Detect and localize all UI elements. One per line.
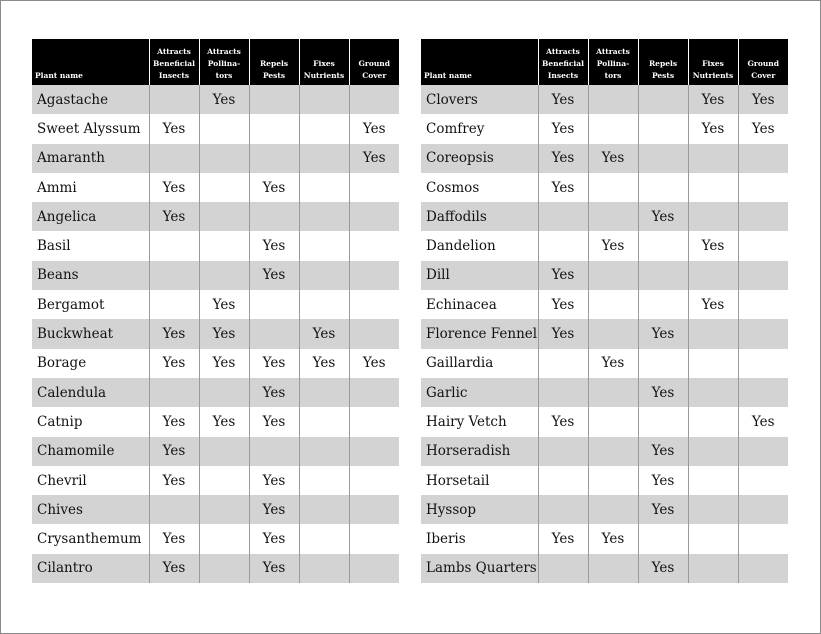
column-header-label: Attracts Beneficial Insects [542, 47, 584, 80]
cell-beneficial: Yes [149, 407, 199, 436]
table-row [32, 114, 399, 143]
column-header-label: Attracts Pollina- tors [207, 47, 241, 80]
cell-repels [249, 202, 299, 231]
cell-repels: Yes [249, 349, 299, 378]
cell-nutrients [299, 114, 349, 143]
cell-ground [738, 202, 788, 231]
table-row [32, 290, 399, 319]
cell-pollinators [199, 466, 249, 495]
cell-ground [349, 319, 399, 348]
cell-beneficial: Yes [149, 349, 199, 378]
plant-name-cell: Buckwheat [32, 319, 149, 348]
plant-name-cell: Lambs Quarters [421, 554, 538, 583]
table-row [421, 319, 788, 348]
cell-beneficial: Yes [149, 319, 199, 348]
table-row [32, 349, 399, 378]
cell-pollinators [588, 261, 638, 290]
cell-repels: Yes [249, 554, 299, 583]
column-header-pollinators [588, 39, 638, 85]
table-row [421, 495, 788, 524]
cell-pollinators [199, 261, 249, 290]
cell-repels [638, 85, 688, 114]
plant-name-cell: Iberis [421, 524, 538, 553]
column-header-repels [638, 39, 688, 85]
cell-repels: Yes [249, 466, 299, 495]
cell-repels [638, 114, 688, 143]
cell-nutrients [299, 173, 349, 202]
cell-ground [738, 554, 788, 583]
table-header-row [32, 39, 399, 85]
cell-pollinators [588, 466, 638, 495]
table-row [32, 85, 399, 114]
cell-ground: Yes [738, 407, 788, 436]
cell-nutrients [299, 437, 349, 466]
column-header-repels [249, 39, 299, 85]
plant-name-cell: Catnip [32, 407, 149, 436]
cell-nutrients [688, 554, 738, 583]
cell-pollinators: Yes [588, 144, 638, 173]
cell-nutrients [299, 144, 349, 173]
cell-repels [249, 319, 299, 348]
column-header-ground [349, 39, 399, 85]
cell-pollinators [588, 319, 638, 348]
cell-ground [738, 466, 788, 495]
plant-name-cell: Echinacea [421, 290, 538, 319]
cell-beneficial [538, 554, 588, 583]
plant-name-cell: Borage [32, 349, 149, 378]
cell-pollinators [588, 114, 638, 143]
cell-repels [638, 407, 688, 436]
plant-name-cell: Sweet Alyssum [32, 114, 149, 143]
cell-ground [349, 261, 399, 290]
cell-pollinators: Yes [588, 524, 638, 553]
table-row [421, 290, 788, 319]
cell-repels [638, 173, 688, 202]
cell-nutrients [688, 437, 738, 466]
cell-beneficial: Yes [149, 173, 199, 202]
cell-beneficial: Yes [538, 407, 588, 436]
plant-name-cell: Florence Fennel [421, 319, 538, 348]
table-row [421, 144, 788, 173]
cell-ground [349, 378, 399, 407]
cell-repels: Yes [638, 319, 688, 348]
cell-ground: Yes [349, 349, 399, 378]
column-header-label: Fixes Nutrients [303, 59, 345, 80]
cell-beneficial [149, 378, 199, 407]
table-row [421, 378, 788, 407]
cell-nutrients [299, 466, 349, 495]
cell-repels [249, 85, 299, 114]
cell-beneficial: Yes [538, 173, 588, 202]
cell-nutrients [299, 554, 349, 583]
cell-nutrients [688, 495, 738, 524]
cell-ground [349, 554, 399, 583]
table-row [32, 319, 399, 348]
cell-pollinators: Yes [199, 407, 249, 436]
column-header-label: Plant name [424, 71, 472, 80]
cell-ground [738, 290, 788, 319]
plant-name-cell: Horsetail [421, 466, 538, 495]
cell-nutrients: Yes [299, 349, 349, 378]
column-header-label: Repels Pests [259, 59, 289, 80]
cell-nutrients [688, 261, 738, 290]
plant-name-cell: Chevril [32, 466, 149, 495]
cell-nutrients [299, 524, 349, 553]
cell-repels: Yes [638, 466, 688, 495]
column-header-nutrients [299, 39, 349, 85]
cell-beneficial [538, 202, 588, 231]
cell-beneficial [149, 495, 199, 524]
cell-repels: Yes [638, 378, 688, 407]
cell-repels [638, 524, 688, 553]
plant-name-cell: Chives [32, 495, 149, 524]
cell-ground [349, 495, 399, 524]
cell-ground [349, 466, 399, 495]
column-header-label: Fixes Nutrients [692, 59, 734, 80]
table-row [32, 495, 399, 524]
cell-ground: Yes [349, 144, 399, 173]
column-header-name [421, 39, 538, 85]
cell-nutrients [688, 407, 738, 436]
cell-ground [738, 378, 788, 407]
cell-nutrients [299, 85, 349, 114]
table-row [421, 466, 788, 495]
table-body [421, 85, 788, 583]
cell-pollinators: Yes [199, 349, 249, 378]
cell-beneficial [538, 378, 588, 407]
cell-ground [349, 231, 399, 260]
cell-repels: Yes [249, 495, 299, 524]
cell-ground: Yes [738, 114, 788, 143]
table-row [421, 407, 788, 436]
plant-name-cell: Comfrey [421, 114, 538, 143]
cell-ground [349, 85, 399, 114]
plant-name-cell: Angelica [32, 202, 149, 231]
column-header-label: Plant name [35, 71, 83, 80]
cell-nutrients: Yes [299, 319, 349, 348]
column-header-label: Attracts Pollina- tors [596, 47, 630, 80]
table-row [32, 173, 399, 202]
plant-name-cell: Daffodils [421, 202, 538, 231]
plant-name-cell: Gaillardia [421, 349, 538, 378]
cell-repels [638, 290, 688, 319]
plant-name-cell: Crysanthemum [32, 524, 149, 553]
cell-repels: Yes [249, 173, 299, 202]
table-row [32, 261, 399, 290]
plant-name-cell: Calendula [32, 378, 149, 407]
cell-beneficial: Yes [149, 202, 199, 231]
plant-name-cell: Hairy Vetch [421, 407, 538, 436]
cell-pollinators [199, 524, 249, 553]
plant-name-cell: Amaranth [32, 144, 149, 173]
cell-ground [738, 231, 788, 260]
cell-nutrients [688, 349, 738, 378]
cell-repels: Yes [638, 437, 688, 466]
cell-repels [249, 437, 299, 466]
cell-repels: Yes [249, 524, 299, 553]
cell-ground [738, 261, 788, 290]
table-row [421, 85, 788, 114]
cell-nutrients [688, 378, 738, 407]
cell-ground [738, 173, 788, 202]
column-header-ground [738, 39, 788, 85]
cell-pollinators: Yes [199, 290, 249, 319]
table-row [32, 231, 399, 260]
table-row [32, 144, 399, 173]
cell-repels [249, 144, 299, 173]
cell-pollinators: Yes [588, 349, 638, 378]
cell-beneficial [538, 466, 588, 495]
cell-ground [349, 407, 399, 436]
table-row [32, 554, 399, 583]
cell-repels [638, 261, 688, 290]
cell-nutrients [299, 495, 349, 524]
table-row [421, 437, 788, 466]
column-header-label: Attracts Beneficial Insects [153, 47, 195, 80]
cell-pollinators [199, 144, 249, 173]
cell-beneficial: Yes [538, 319, 588, 348]
cell-pollinators [588, 290, 638, 319]
cell-repels: Yes [638, 495, 688, 524]
cell-beneficial [149, 261, 199, 290]
cell-pollinators: Yes [588, 231, 638, 260]
cell-repels: Yes [249, 231, 299, 260]
column-header-name [32, 39, 149, 85]
plant-name-cell: Chamomile [32, 437, 149, 466]
table-row [421, 349, 788, 378]
cell-beneficial: Yes [538, 290, 588, 319]
column-header-label: Ground Cover [358, 59, 390, 80]
cell-nutrients [299, 378, 349, 407]
cell-beneficial [538, 231, 588, 260]
plant-name-cell: Coreopsis [421, 144, 538, 173]
cell-ground [349, 173, 399, 202]
cell-repels: Yes [249, 261, 299, 290]
cell-ground [738, 524, 788, 553]
plant-name-cell: Garlic [421, 378, 538, 407]
cell-pollinators [199, 437, 249, 466]
plant-name-cell: Hyssop [421, 495, 538, 524]
table-row [32, 524, 399, 553]
cell-nutrients: Yes [688, 231, 738, 260]
cell-ground [738, 319, 788, 348]
table-row [421, 202, 788, 231]
plant-name-cell: Beans [32, 261, 149, 290]
cell-ground [349, 202, 399, 231]
companion-table-right [421, 39, 788, 583]
cell-nutrients [688, 173, 738, 202]
cell-ground [738, 437, 788, 466]
plant-name-cell: Cosmos [421, 173, 538, 202]
cell-ground [349, 524, 399, 553]
cell-pollinators: Yes [199, 85, 249, 114]
table-row [421, 524, 788, 553]
cell-ground [738, 349, 788, 378]
cell-pollinators [588, 202, 638, 231]
cell-nutrients [688, 466, 738, 495]
column-header-nutrients [688, 39, 738, 85]
cell-repels: Yes [638, 554, 688, 583]
cell-nutrients [688, 524, 738, 553]
cell-nutrients [299, 407, 349, 436]
cell-ground: Yes [738, 85, 788, 114]
cell-pollinators [199, 173, 249, 202]
cell-pollinators [588, 173, 638, 202]
table-row [32, 378, 399, 407]
plant-name-cell: Clovers [421, 85, 538, 114]
cell-repels [638, 144, 688, 173]
cell-pollinators [199, 231, 249, 260]
plant-name-cell: Cilantro [32, 554, 149, 583]
cell-repels [638, 349, 688, 378]
plant-name-cell: Ammi [32, 173, 149, 202]
plant-name-cell: Agastache [32, 85, 149, 114]
cell-nutrients: Yes [688, 114, 738, 143]
cell-beneficial: Yes [149, 524, 199, 553]
table-row [32, 407, 399, 436]
cell-beneficial: Yes [149, 437, 199, 466]
cell-nutrients [299, 261, 349, 290]
cell-repels [638, 231, 688, 260]
cell-pollinators [199, 554, 249, 583]
cell-pollinators [199, 495, 249, 524]
plant-name-cell: Basil [32, 231, 149, 260]
cell-beneficial [538, 495, 588, 524]
cell-ground [738, 495, 788, 524]
cell-beneficial: Yes [538, 261, 588, 290]
cell-pollinators [199, 378, 249, 407]
cell-beneficial [538, 437, 588, 466]
cell-ground: Yes [349, 114, 399, 143]
cell-repels [249, 290, 299, 319]
cell-nutrients [299, 290, 349, 319]
cell-pollinators [588, 85, 638, 114]
plant-name-cell: Bergamot [32, 290, 149, 319]
cell-pollinators [199, 202, 249, 231]
table-row [32, 202, 399, 231]
cell-repels: Yes [638, 202, 688, 231]
cell-beneficial: Yes [538, 144, 588, 173]
cell-ground [738, 144, 788, 173]
cell-pollinators: Yes [199, 319, 249, 348]
cell-beneficial [538, 349, 588, 378]
cell-beneficial: Yes [538, 524, 588, 553]
table-row [32, 437, 399, 466]
table-header-row [421, 39, 788, 85]
cell-pollinators [588, 495, 638, 524]
column-header-label: Repels Pests [648, 59, 678, 80]
table-row [421, 114, 788, 143]
cell-nutrients [299, 231, 349, 260]
companion-table-left [32, 39, 399, 583]
cell-beneficial: Yes [538, 114, 588, 143]
cell-pollinators [588, 437, 638, 466]
cell-beneficial: Yes [149, 554, 199, 583]
cell-pollinators [588, 378, 638, 407]
plant-name-cell: Dandelion [421, 231, 538, 260]
table-row [421, 173, 788, 202]
cell-ground [349, 290, 399, 319]
table-body [32, 85, 399, 583]
cell-beneficial: Yes [149, 114, 199, 143]
cell-ground [349, 437, 399, 466]
table-row [421, 261, 788, 290]
table-row [421, 231, 788, 260]
column-header-pollinators [199, 39, 249, 85]
cell-pollinators [588, 407, 638, 436]
cell-repels [249, 114, 299, 143]
cell-nutrients [688, 319, 738, 348]
cell-beneficial [149, 231, 199, 260]
column-header-beneficial [538, 39, 588, 85]
plant-name-cell: Horseradish [421, 437, 538, 466]
cell-nutrients: Yes [688, 85, 738, 114]
cell-pollinators [199, 114, 249, 143]
column-header-label: Ground Cover [747, 59, 779, 80]
cell-repels: Yes [249, 407, 299, 436]
cell-beneficial: Yes [538, 85, 588, 114]
cell-pollinators [588, 554, 638, 583]
plant-name-cell: Dill [421, 261, 538, 290]
cell-repels: Yes [249, 378, 299, 407]
cell-beneficial [149, 290, 199, 319]
table-row [32, 466, 399, 495]
cell-nutrients [299, 202, 349, 231]
cell-nutrients: Yes [688, 290, 738, 319]
cell-nutrients [688, 144, 738, 173]
cell-nutrients [688, 202, 738, 231]
cell-beneficial: Yes [149, 466, 199, 495]
cell-beneficial [149, 144, 199, 173]
cell-beneficial [149, 85, 199, 114]
table-row [421, 554, 788, 583]
column-header-beneficial [149, 39, 199, 85]
